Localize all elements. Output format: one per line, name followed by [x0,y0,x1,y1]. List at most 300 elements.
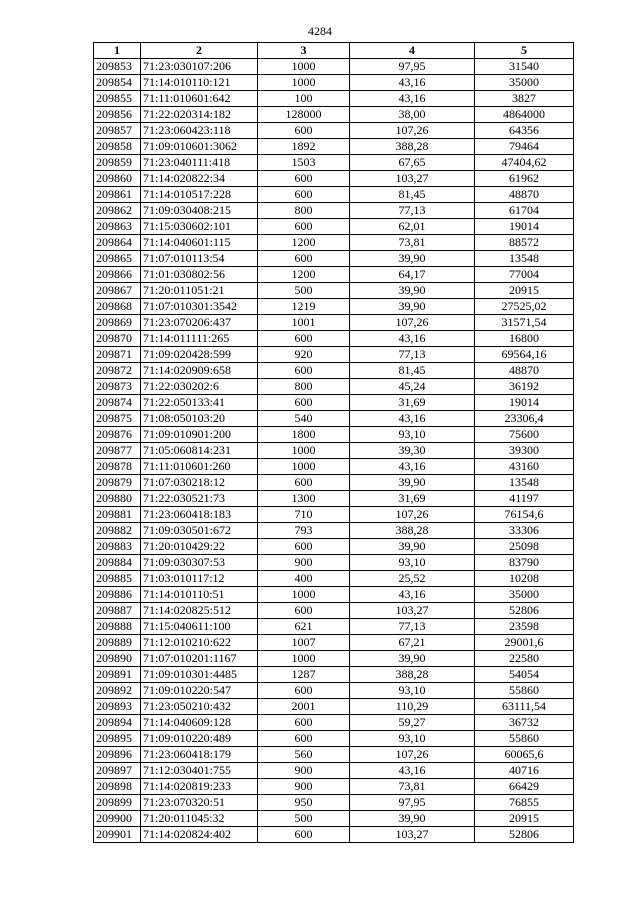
table-cell-col2: 71:14:010110:121 [141,75,258,91]
table-body [94,59,574,843]
table-cell-col1: 209893 [94,699,141,715]
table-cell-col4: 77,13 [350,619,475,635]
table-cell-col2: 71:14:020822:34 [141,171,258,187]
table-cell-col2: 71:09:020428:599 [141,347,258,363]
table-cell-col4: 81,45 [350,187,475,203]
table-cell-col2: 71:09:030408:215 [141,203,258,219]
table-cell-col5: 33306 [475,523,574,539]
table-cell-col4: 43,16 [350,459,475,475]
table-row [94,187,574,203]
table-row [94,539,574,555]
table-cell-col4: 39,90 [350,539,475,555]
table-cell-col2: 71:03:010117:12 [141,571,258,587]
table-cell-col5: 77004 [475,267,574,283]
table-row [94,203,574,219]
table-cell-col4: 107,26 [350,507,475,523]
table-cell-col2: 71:14:020825:512 [141,603,258,619]
table-cell-col1: 209901 [94,827,141,843]
table-cell-col4: 31,69 [350,491,475,507]
table-cell-col1: 209853 [94,59,141,75]
table-cell-col1: 209892 [94,683,141,699]
table-cell-col5: 23306,4 [475,411,574,427]
table-cell-col5: 66429 [475,779,574,795]
table-cell-col4: 25,52 [350,571,475,587]
table-cell-col5: 52806 [475,827,574,843]
table-cell-col2: 71:07:010301:3542 [141,299,258,315]
table-cell-col3: 1892 [258,139,350,155]
table-cell-col4: 388,28 [350,139,475,155]
table-cell-col5: 40716 [475,763,574,779]
table-cell-col1: 209856 [94,107,141,123]
table-cell-col2: 71:15:040611:100 [141,619,258,635]
table-row [94,427,574,443]
table-cell-col4: 31,69 [350,395,475,411]
table-cell-col5: 19014 [475,395,574,411]
table-cell-col2: 71:11:010601:642 [141,91,258,107]
table-cell-col2: 71:23:060418:179 [141,747,258,763]
table-cell-col3: 600 [258,475,350,491]
table-cell-col1: 209884 [94,555,141,571]
table-cell-col2: 71:20:010429:22 [141,539,258,555]
table-row [94,411,574,427]
table-row [94,347,574,363]
table-cell-col4: 77,13 [350,203,475,219]
table-cell-col5: 52806 [475,603,574,619]
table-cell-col4: 103,27 [350,827,475,843]
table-cell-col2: 71:14:011111:265 [141,331,258,347]
table-cell-col5: 60065,6 [475,747,574,763]
table-row [94,91,574,107]
table-cell-col5: 20915 [475,283,574,299]
table-cell-col3: 920 [258,347,350,363]
table-cell-col3: 800 [258,203,350,219]
table-cell-col1: 209872 [94,363,141,379]
table-cell-col5: 63111,54 [475,699,574,715]
table-cell-col2: 71:09:010601:3062 [141,139,258,155]
table-cell-col4: 43,16 [350,763,475,779]
table-cell-col3: 600 [258,187,350,203]
table-cell-col2: 71:01:030802:56 [141,267,258,283]
table-cell-col1: 209881 [94,507,141,523]
table-cell-col2: 71:07:010201:1167 [141,651,258,667]
table-cell-col5: 61962 [475,171,574,187]
table-cell-col1: 209880 [94,491,141,507]
table-cell-col3: 1007 [258,635,350,651]
table-cell-col3: 1001 [258,315,350,331]
table-cell-col2: 71:23:050210:432 [141,699,258,715]
table-cell-col1: 209882 [94,523,141,539]
table-cell-col3: 1000 [258,75,350,91]
table-cell-col1: 209890 [94,651,141,667]
table-cell-col5: 16800 [475,331,574,347]
table-row [94,587,574,603]
table-cell-col1: 209889 [94,635,141,651]
table-cell-col3: 800 [258,379,350,395]
table-cell-col4: 39,30 [350,443,475,459]
table-cell-col1: 209894 [94,715,141,731]
table-cell-col1: 209871 [94,347,141,363]
table-row [94,763,574,779]
table-cell-col3: 1000 [258,459,350,475]
table-cell-col1: 209899 [94,795,141,811]
table-cell-col4: 59,27 [350,715,475,731]
table-cell-col3: 1503 [258,155,350,171]
table-row [94,523,574,539]
table-row [94,619,574,635]
table-row [94,571,574,587]
table-cell-col1: 209875 [94,411,141,427]
table-cell-col3: 600 [258,251,350,267]
table-cell-col3: 600 [258,395,350,411]
header-cell-1: 1 [94,43,141,59]
table-cell-col3: 400 [258,571,350,587]
table-cell-col3: 600 [258,539,350,555]
table-cell-col4: 388,28 [350,523,475,539]
table-cell-col1: 209896 [94,747,141,763]
table-cell-col4: 62,01 [350,219,475,235]
table-cell-col5: 29001,6 [475,635,574,651]
table-cell-col2: 71:22:020314:182 [141,107,258,123]
table-cell-col3: 1287 [258,667,350,683]
table-cell-col4: 43,16 [350,587,475,603]
table-cell-col4: 73,81 [350,779,475,795]
table-cell-col3: 540 [258,411,350,427]
table-cell-col1: 209886 [94,587,141,603]
table-cell-col2: 71:07:030218:12 [141,475,258,491]
table-cell-col1: 209895 [94,731,141,747]
table-cell-col1: 209887 [94,603,141,619]
table-row [94,107,574,123]
table-cell-col4: 43,16 [350,75,475,91]
table-cell-col5: 69564,16 [475,347,574,363]
table-cell-col5: 76855 [475,795,574,811]
table-cell-col1: 209883 [94,539,141,555]
table-cell-col3: 600 [258,171,350,187]
table-cell-col2: 71:14:020824:402 [141,827,258,843]
table-cell-col3: 500 [258,811,350,827]
table-row [94,667,574,683]
table-cell-col5: 4864000 [475,107,574,123]
table-cell-col5: 31571,54 [475,315,574,331]
table-cell-col3: 600 [258,715,350,731]
table-cell-col2: 71:09:010220:547 [141,683,258,699]
table-cell-col4: 107,26 [350,123,475,139]
table-cell-col5: 55860 [475,683,574,699]
table-row [94,59,574,75]
table-cell-col2: 71:20:011045:32 [141,811,258,827]
table-row [94,363,574,379]
table-cell-col5: 39300 [475,443,574,459]
table-cell-col4: 81,45 [350,363,475,379]
table-cell-col3: 1000 [258,587,350,603]
table-cell-col3: 560 [258,747,350,763]
table-cell-col2: 71:09:010220:489 [141,731,258,747]
table-row [94,683,574,699]
table-row [94,315,574,331]
table-cell-col5: 13548 [475,251,574,267]
table-cell-col2: 71:09:010901:200 [141,427,258,443]
table-cell-col2: 71:22:050133:41 [141,395,258,411]
table-cell-col5: 48870 [475,187,574,203]
table-row [94,603,574,619]
table-cell-col4: 43,16 [350,331,475,347]
table-cell-col2: 71:14:020819:233 [141,779,258,795]
table-cell-col2: 71:20:011051:21 [141,283,258,299]
table-cell-col4: 67,65 [350,155,475,171]
table-cell-col5: 10208 [475,571,574,587]
table-row [94,635,574,651]
table-cell-col5: 64356 [475,123,574,139]
table-cell-col3: 1300 [258,491,350,507]
table-cell-col2: 71:09:010301:4485 [141,667,258,683]
table-cell-col1: 209891 [94,667,141,683]
table-cell-col2: 71:23:060423:118 [141,123,258,139]
table-row [94,267,574,283]
table-cell-col3: 2001 [258,699,350,715]
table-cell-col1: 209877 [94,443,141,459]
table-row [94,779,574,795]
table-cell-col2: 71:15:030602:101 [141,219,258,235]
table-row [94,747,574,763]
table-cell-col1: 209863 [94,219,141,235]
table-row [94,827,574,843]
table-cell-col4: 93,10 [350,427,475,443]
table-cell-col2: 71:22:030202:6 [141,379,258,395]
table-cell-col4: 39,90 [350,811,475,827]
table-cell-col1: 209868 [94,299,141,315]
table-cell-col5: 54054 [475,667,574,683]
table-cell-col2: 71:23:030107:206 [141,59,258,75]
table-cell-col3: 100 [258,91,350,107]
table-cell-col2: 71:12:010210:622 [141,635,258,651]
table-row [94,699,574,715]
table-cell-col5: 31540 [475,59,574,75]
table-cell-col1: 209867 [94,283,141,299]
table-cell-col3: 1219 [258,299,350,315]
table-cell-col5: 36192 [475,379,574,395]
table-cell-col4: 38,00 [350,107,475,123]
table-row [94,507,574,523]
table-row [94,283,574,299]
table-row [94,251,574,267]
data-table [93,42,574,843]
table-cell-col1: 209864 [94,235,141,251]
table-cell-col4: 39,90 [350,651,475,667]
table-row [94,555,574,571]
table-row [94,171,574,187]
table-cell-col2: 71:05:060814:231 [141,443,258,459]
table-cell-col3: 900 [258,763,350,779]
table-cell-col5: 88572 [475,235,574,251]
table-row [94,395,574,411]
header-cell-5: 5 [475,43,574,59]
table-cell-col5: 48870 [475,363,574,379]
table-row [94,155,574,171]
table-cell-col5: 13548 [475,475,574,491]
table-cell-col2: 71:14:020909:658 [141,363,258,379]
table-cell-col4: 97,95 [350,59,475,75]
table-cell-col4: 77,13 [350,347,475,363]
table-row [94,139,574,155]
table-row [94,491,574,507]
table-cell-col4: 93,10 [350,731,475,747]
table-cell-col3: 900 [258,555,350,571]
table-cell-col3: 1000 [258,443,350,459]
table-cell-col4: 107,26 [350,315,475,331]
table-row [94,75,574,91]
table-cell-col5: 79464 [475,139,574,155]
table-cell-col3: 1200 [258,235,350,251]
table-cell-col3: 1200 [258,267,350,283]
table-cell-col2: 71:09:030501:672 [141,523,258,539]
table-cell-col1: 209873 [94,379,141,395]
table-cell-col1: 209869 [94,315,141,331]
table-cell-col4: 388,28 [350,667,475,683]
table-row [94,443,574,459]
table-cell-col4: 39,90 [350,251,475,267]
table-cell-col4: 103,27 [350,603,475,619]
table-cell-col1: 209878 [94,459,141,475]
table-cell-col4: 43,16 [350,91,475,107]
table-cell-col5: 25098 [475,539,574,555]
table-cell-col1: 209860 [94,171,141,187]
table-cell-col1: 209874 [94,395,141,411]
table-cell-col4: 45,24 [350,379,475,395]
table-cell-col3: 1000 [258,59,350,75]
table-cell-col3: 600 [258,827,350,843]
table-cell-col2: 71:23:060418:183 [141,507,258,523]
table-row [94,811,574,827]
table-cell-col4: 93,10 [350,683,475,699]
header-cell-4: 4 [350,43,475,59]
table-cell-col3: 793 [258,523,350,539]
table-cell-col2: 71:23:070206:437 [141,315,258,331]
table-cell-col1: 209888 [94,619,141,635]
table-cell-col2: 71:07:010113:54 [141,251,258,267]
table-cell-col4: 103,27 [350,171,475,187]
table-cell-col5: 75600 [475,427,574,443]
table-cell-col1: 209879 [94,475,141,491]
table-cell-col1: 209859 [94,155,141,171]
table-cell-col5: 35000 [475,75,574,91]
page-number: 4284 [308,24,332,38]
table-cell-col4: 93,10 [350,555,475,571]
table-cell-col3: 950 [258,795,350,811]
table-cell-col2: 71:09:030307:53 [141,555,258,571]
table-cell-col2: 71:08:050103:20 [141,411,258,427]
table-cell-col4: 39,90 [350,283,475,299]
table-cell-col1: 209854 [94,75,141,91]
table-cell-col1: 209861 [94,187,141,203]
table-cell-col5: 36732 [475,715,574,731]
table-cell-col3: 500 [258,283,350,299]
table-cell-col1: 209885 [94,571,141,587]
table-row [94,475,574,491]
table-row [94,123,574,139]
table-cell-col2: 71:14:010110:51 [141,587,258,603]
table-cell-col4: 107,26 [350,747,475,763]
table-cell-col3: 600 [258,123,350,139]
table-row [94,651,574,667]
table-cell-col5: 76154,6 [475,507,574,523]
table-cell-col3: 1800 [258,427,350,443]
table-row [94,219,574,235]
table-cell-col2: 71:23:040111:418 [141,155,258,171]
table-cell-col3: 600 [258,331,350,347]
table-cell-col3: 600 [258,363,350,379]
table-cell-col1: 209857 [94,123,141,139]
table-cell-col4: 73,81 [350,235,475,251]
table-cell-col4: 39,90 [350,475,475,491]
table-cell-col2: 71:23:070320:51 [141,795,258,811]
header-cell-3: 3 [258,43,350,59]
table-cell-col1: 209900 [94,811,141,827]
table-row [94,459,574,475]
table-cell-col1: 209855 [94,91,141,107]
table-cell-col1: 209870 [94,331,141,347]
table-cell-col1: 209876 [94,427,141,443]
table-cell-col5: 43160 [475,459,574,475]
table-cell-col3: 600 [258,219,350,235]
table-cell-col2: 71:14:040609:128 [141,715,258,731]
table-cell-col1: 209862 [94,203,141,219]
table-cell-col3: 900 [258,779,350,795]
table-cell-col2: 71:12:030401:755 [141,763,258,779]
table-cell-col2: 71:22:030521:73 [141,491,258,507]
table-cell-col4: 64,17 [350,267,475,283]
table-row [94,731,574,747]
table-cell-col1: 209866 [94,267,141,283]
table-row [94,795,574,811]
table-cell-col5: 22580 [475,651,574,667]
table-cell-col3: 710 [258,507,350,523]
header-row [94,43,574,59]
table-row [94,715,574,731]
table-cell-col1: 209865 [94,251,141,267]
table-cell-col3: 128000 [258,107,350,123]
table-cell-col5: 61704 [475,203,574,219]
table-cell-col4: 110,29 [350,699,475,715]
table-cell-col5: 35000 [475,587,574,603]
table-row [94,235,574,251]
table-cell-col3: 621 [258,619,350,635]
table-cell-col5: 23598 [475,619,574,635]
table-cell-col1: 209858 [94,139,141,155]
table-cell-col5: 41197 [475,491,574,507]
table-cell-col2: 71:14:010517:228 [141,187,258,203]
table-cell-col1: 209898 [94,779,141,795]
table-cell-col5: 83790 [475,555,574,571]
table-cell-col4: 97,95 [350,795,475,811]
table-cell-col2: 71:14:040601:115 [141,235,258,251]
table-cell-col5: 20915 [475,811,574,827]
table-cell-col1: 209897 [94,763,141,779]
table-cell-col5: 47404,62 [475,155,574,171]
table-row [94,331,574,347]
table-row [94,379,574,395]
table-row [94,299,574,315]
table-cell-col5: 3827 [475,91,574,107]
table-cell-col3: 1000 [258,651,350,667]
table-cell-col4: 67,21 [350,635,475,651]
table-cell-col5: 19014 [475,219,574,235]
table-cell-col3: 600 [258,683,350,699]
table-cell-col3: 600 [258,731,350,747]
table-cell-col2: 71:11:010601:260 [141,459,258,475]
table-cell-col4: 39,90 [350,299,475,315]
table-cell-col3: 600 [258,603,350,619]
table-cell-col5: 55860 [475,731,574,747]
